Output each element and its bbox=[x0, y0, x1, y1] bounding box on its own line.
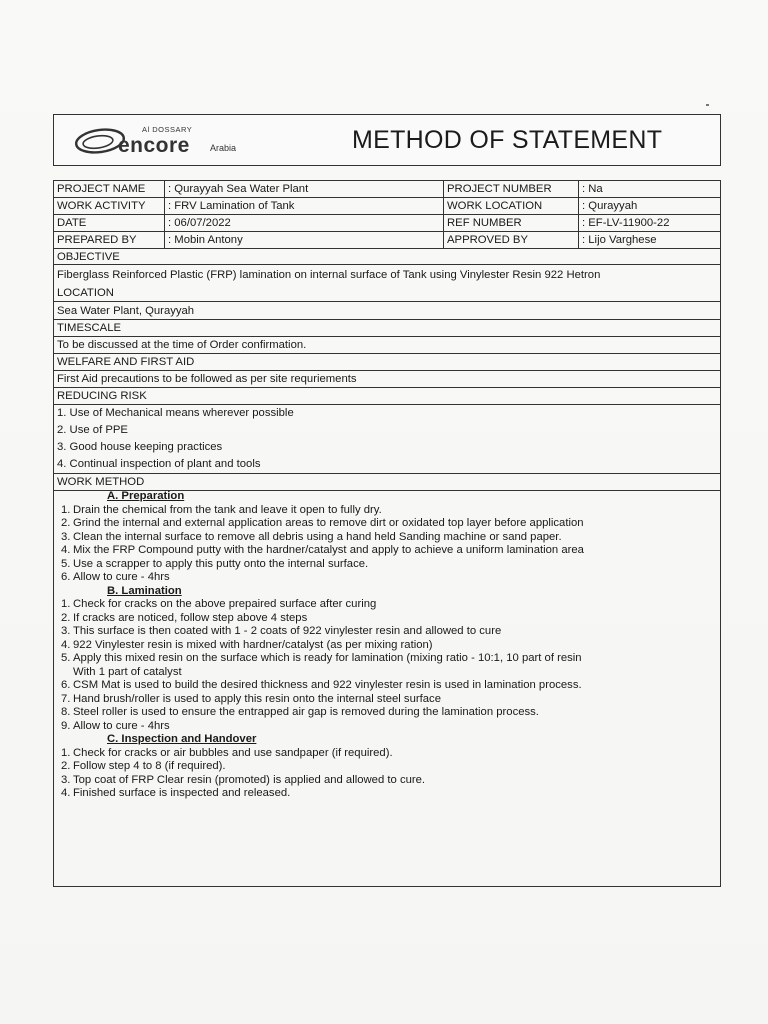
welfare-heading: WELFARE AND FIRST AID bbox=[54, 354, 720, 371]
list-item: 3. This surface is then coated with 1 - 2 coats of 922 vinylester resin and allowed to cure bbox=[61, 625, 502, 637]
list-item: 3. Good house keeping practices bbox=[57, 441, 223, 453]
date-value: : 06/07/2022 bbox=[165, 215, 444, 232]
list-item: 2. Use of PPE bbox=[57, 424, 128, 436]
scan-mark bbox=[706, 104, 709, 106]
list-item: 6. CSM Mat is used to build the desired thickness and 922 vinylester resin is used in lamination process. bbox=[61, 679, 582, 691]
list-item: 4. 922 Vinylester resin is mixed with hardner/catalyst (as per mixing ration) bbox=[61, 638, 433, 651]
preparation-title: A. Preparation bbox=[107, 490, 185, 502]
reducing-risk-list bbox=[54, 405, 720, 474]
preparation-list bbox=[61, 504, 711, 585]
objective-heading: OBJECTIVE bbox=[54, 248, 720, 265]
work-location-value: : Qurayyah bbox=[579, 198, 721, 215]
location-text: Sea Water Plant, Qurayyah bbox=[54, 302, 720, 320]
list-item: 4. Finished surface is inspected and released. bbox=[61, 787, 291, 799]
prepared-by-label: PREPARED BY bbox=[54, 232, 165, 249]
project-info-table bbox=[53, 180, 721, 249]
inspection-title: C. Inspection and Handover bbox=[107, 733, 257, 745]
date-label: DATE bbox=[54, 215, 165, 232]
logo-small-text: Al DOSSARY bbox=[142, 125, 193, 134]
list-item: 8. Steel roller is used to ensure the entrapped air gap is removed during the lamination process. bbox=[61, 706, 539, 718]
project-number-label: PROJECT NUMBER bbox=[444, 181, 579, 198]
list-item: 9. Allow to cure - 4hrs bbox=[61, 719, 170, 732]
lamination-list bbox=[61, 598, 711, 733]
table-row bbox=[54, 198, 721, 215]
table-row bbox=[54, 215, 721, 232]
objective-text: Fiberglass Reinforced Plastic (FRP) lamination on internal surface of Tank using Vinylester Resin 922 Hetron bbox=[57, 269, 601, 281]
reducing-risk-heading: REDUCING RISK bbox=[54, 388, 720, 405]
timescale-text: To be discussed at the time of Order confirmation. bbox=[54, 337, 720, 354]
work-method-heading: WORK METHOD bbox=[54, 474, 720, 491]
inspection-list bbox=[61, 747, 711, 801]
list-item: 1. Drain the chemical from the tank and leave it open to fully dry. bbox=[61, 503, 382, 516]
list-item: 2. Follow step 4 to 8 (if required). bbox=[61, 760, 226, 772]
list-item-continuation: With 1 part of catalyst bbox=[73, 665, 182, 678]
list-item: 4. Mix the FRP Compound putty with the hardner/catalyst and apply to achieve a uniform lamination area bbox=[61, 544, 584, 556]
list-item: 7. Hand brush/roller is used to apply this resin onto the internal steel surface bbox=[61, 692, 441, 705]
list-item: 1. Use of Mechanical means wherever possible bbox=[57, 407, 294, 419]
list-item: 5. Apply this mixed resin on the surface which is ready for lamination (mixing ratio - 10:1, 10 part of resin bbox=[61, 652, 582, 664]
list-item: 3. Clean the internal surface to remove all debris using a hand held Sanding machine or sand paper. bbox=[61, 530, 562, 543]
logo-sub-text: Arabia bbox=[210, 143, 237, 153]
list-item: 5. Use a scrapper to apply this putty onto the internal surface. bbox=[61, 557, 369, 570]
location-heading: LOCATION bbox=[54, 285, 720, 302]
work-activity-label: WORK ACTIVITY bbox=[54, 198, 165, 215]
project-number-value: : Na bbox=[579, 181, 721, 198]
list-item: 3. Top coat of FRP Clear resin (promoted) is applied and allowed to cure. bbox=[61, 773, 426, 786]
work-location-label: WORK LOCATION bbox=[444, 198, 579, 215]
approved-by-label: APPROVED BY bbox=[444, 232, 579, 249]
table-row bbox=[54, 181, 721, 198]
list-item: 2. Grind the internal and external application areas to remove dirt or oxidated top layer before application bbox=[61, 517, 584, 529]
sections-block bbox=[53, 248, 721, 491]
timescale-heading: TIMESCALE bbox=[54, 320, 720, 337]
work-activity-value: : FRV Lamination of Tank bbox=[165, 198, 444, 215]
list-item: 2. If cracks are noticed, follow step above 4 steps bbox=[61, 611, 308, 624]
list-item: 6. Allow to cure - 4hrs bbox=[61, 571, 170, 583]
document-header bbox=[53, 114, 721, 166]
lamination-title: B. Lamination bbox=[107, 584, 182, 597]
prepared-by-value: : Mobin Antony bbox=[165, 232, 444, 249]
logo-main-text: encore bbox=[118, 134, 190, 157]
work-method-content bbox=[61, 490, 711, 801]
ref-number-label: REF NUMBER bbox=[444, 215, 579, 232]
company-logo bbox=[72, 121, 262, 161]
approved-by-value: : Lijo Varghese bbox=[579, 232, 721, 249]
list-item: 4. Continual inspection of plant and tools bbox=[57, 458, 261, 470]
list-item: 1. Check for cracks or air bubbles and use sandpaper (if required). bbox=[61, 746, 393, 759]
table-row bbox=[54, 232, 721, 249]
list-item: 1. Check for cracks on the above prepaired surface after curing bbox=[61, 598, 377, 610]
document-title: METHOD OF STATEMENT bbox=[352, 126, 663, 154]
ref-number-value: : EF-LV-11900-22 bbox=[579, 215, 721, 232]
project-name-label: PROJECT NAME bbox=[54, 181, 165, 198]
project-name-value: : Qurayyah Sea Water Plant bbox=[165, 181, 444, 198]
work-method-box bbox=[53, 488, 721, 887]
welfare-text: First Aid precautions to be followed as per site requriements bbox=[54, 371, 720, 388]
